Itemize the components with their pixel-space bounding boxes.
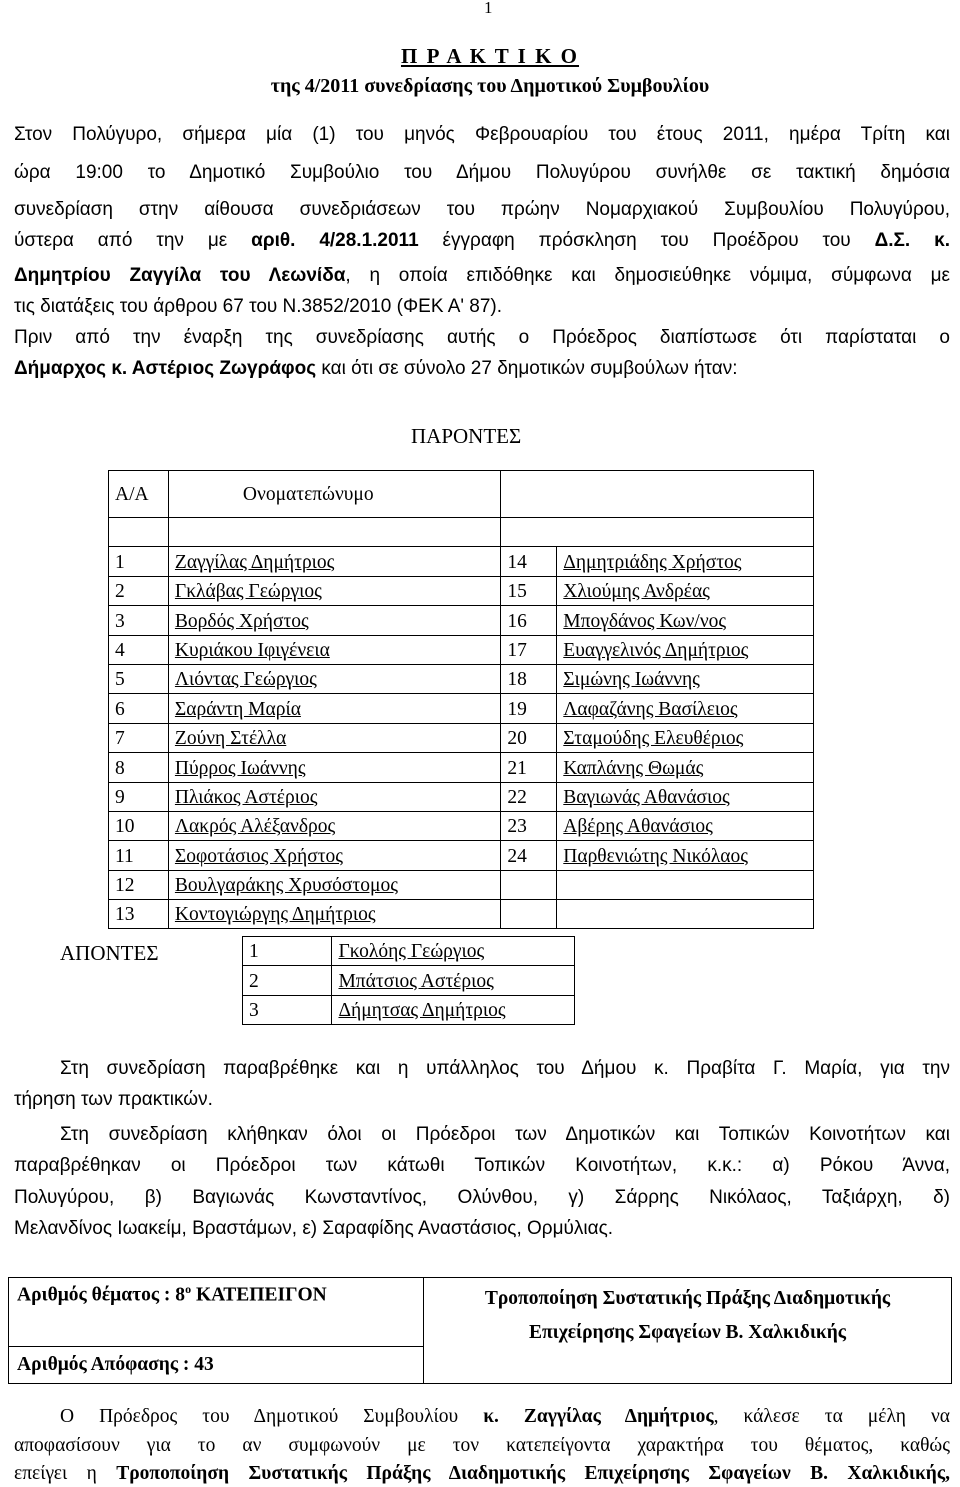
- member-name: Κοντογιώργης Δημήτριος: [168, 900, 500, 929]
- member-name: Σαράντη Μαρία: [168, 694, 500, 723]
- member-number: 22: [501, 782, 557, 811]
- member-name: Λιόντας Γεώργιος: [168, 664, 500, 693]
- subject-number-cell: [9, 1278, 424, 1347]
- member-number: 21: [501, 753, 557, 782]
- intro-text: έγγραφη πρόσκληση του Προέδρου του: [418, 230, 875, 251]
- empty-cell: [557, 518, 814, 547]
- invitation-number: αριθ. 4/28.1.2011: [251, 230, 419, 251]
- member-number: 3: [109, 606, 169, 635]
- table-row: [109, 664, 814, 693]
- member-number: 11: [109, 841, 169, 870]
- member-name: Μπογδάνος Κων/νος: [557, 606, 814, 635]
- member-name: Παρθενιώτης Νικόλαος: [557, 841, 814, 870]
- present-header-row: [109, 471, 814, 518]
- member-number: 8: [109, 753, 169, 782]
- member-number: 19: [501, 694, 557, 723]
- table-row: [243, 937, 575, 966]
- member-name: Αβέρης Αθανάσιος: [557, 811, 814, 840]
- subject-title-line-1: Τροποποίηση Συστατικής Πράξης Διαδημοτικής: [484, 1288, 891, 1309]
- member-number: 20: [501, 723, 557, 752]
- table-row: [109, 841, 814, 870]
- member-name: [557, 870, 814, 899]
- staff-line-1: Στη συνεδρίαση παραβρέθηκε και η υπάλληλος του Δήμου κ. Πραβίτα Γ. Μαρία, για την: [60, 1058, 950, 1079]
- member-number: 13: [109, 900, 169, 929]
- subject-title-cell: [424, 1278, 952, 1384]
- table-row: [109, 900, 814, 929]
- closing-line-2: αποφασίσουν για το αν συμφωνούν με τον κατεπείγοντα χαρακτήρα του θέματος, καθώς: [14, 1435, 950, 1456]
- absent-name: Μπάτσιος Αστέριος: [332, 966, 575, 995]
- absent-heading: ΑΠΟΝΤΕΣ: [60, 941, 159, 965]
- table-row: [243, 966, 575, 995]
- member-number: 16: [501, 606, 557, 635]
- intro-line-3: συνεδρίαση στην αίθουσα συνεδριάσεων του πρώην Νομαρχιακού Συμβουλίου Πολυγύρου,: [14, 199, 950, 220]
- president-name: Δημητρίου Ζαγγίλα του Λεωνίδα: [14, 265, 346, 286]
- member-name: Βορδός Χρήστος: [168, 606, 500, 635]
- subject-number: Αριθμός θέματος : 8: [17, 1284, 186, 1306]
- closing-text: O Πρόεδρος του Δημοτικού Συμβουλίου: [60, 1406, 484, 1427]
- member-name: Καπλάνης Θωμάς: [557, 753, 814, 782]
- member-name: Πλιάκος Αστέριος: [168, 782, 500, 811]
- table-row: [109, 723, 814, 752]
- member-number: 17: [501, 635, 557, 664]
- intro-line-1: Στον Πολύγυρο, σήμερα μία (1) του μηνός Φεβρουαρίου του έτους 2011, ημέρα Τρίτη και: [14, 124, 950, 145]
- present-heading: ΠΑΡΟΝΤΕΣ: [411, 424, 522, 448]
- member-number: [501, 870, 557, 899]
- member-number: 7: [109, 723, 169, 752]
- table-row: [109, 870, 814, 899]
- staff-line-2: τήρηση των πρακτικών.: [14, 1089, 213, 1110]
- empty-cell: [557, 471, 814, 518]
- absent-number: 3: [243, 995, 332, 1024]
- absent-name: Δήμητσας Δημήτριος: [332, 995, 575, 1024]
- member-name: Κυριάκου Ιφιγένεια: [168, 635, 500, 664]
- member-name: Ζούνη Στέλλα: [168, 723, 500, 752]
- member-number: 23: [501, 811, 557, 840]
- intro-line-7: Πριν από την έναρξη της συνεδρίασης αυτής ο Πρόεδρος διαπίστωσε ότι παρίσταται ο: [14, 327, 950, 348]
- member-name: Βαγιωνάς Αθανάσιος: [557, 782, 814, 811]
- closing-line-1: [60, 1406, 950, 1428]
- empty-cell: [168, 518, 500, 547]
- member-number: 6: [109, 694, 169, 723]
- present-table: [108, 470, 814, 929]
- member-number: 2: [109, 576, 169, 605]
- intro-line-4: [14, 230, 950, 252]
- member-number: 9: [109, 782, 169, 811]
- document-title: Π Ρ Α Κ Τ Ι Κ Ο: [400, 44, 580, 68]
- table-row: [109, 811, 814, 840]
- spacer-row: [109, 518, 814, 547]
- member-name: Χλιούμης Ανδρέας: [557, 576, 814, 605]
- intro-line-5: [14, 265, 950, 287]
- intro-line-6: τις διατάξεις του άρθρου 67 του Ν.3852/2010 (ΦΕΚ Α' 87).: [14, 296, 503, 317]
- absent-number: 1: [243, 937, 332, 966]
- closing-text: , κάλεσε τα μέλη να: [713, 1406, 950, 1427]
- table-row: [109, 753, 814, 782]
- table-row: [243, 995, 575, 1024]
- intro-text: ύστερα από την με: [14, 230, 252, 251]
- closing-president: κ. Ζαγγίλας Δημήτριος: [483, 1406, 714, 1427]
- member-number: 14: [501, 547, 557, 576]
- member-name: Δημητριάδης Χρήστος: [557, 547, 814, 576]
- member-number: 10: [109, 811, 169, 840]
- member-number: 5: [109, 664, 169, 693]
- decision-number: Αριθμός Απόφασης : 43: [9, 1347, 424, 1384]
- member-number: 24: [501, 841, 557, 870]
- member-name: Σιμώνης Ιωάννης: [557, 664, 814, 693]
- mayor-name: Δήμαρχος κ. Αστέριος Ζωγράφος: [14, 358, 317, 379]
- closing-text: επείγει η: [14, 1463, 117, 1484]
- member-number: 12: [109, 870, 169, 899]
- col-header-aa: Α/Α: [109, 471, 169, 518]
- urgent-label: ΚΑΤΕΠΕΙΓΟΝ: [191, 1284, 327, 1306]
- member-name: Γκλάβας Γεώργιος: [168, 576, 500, 605]
- staff-line-4: παραβρέθηκαν οι Πρόεδροι των κάτωθι Τοπικών Κοινοτήτων, κ.κ.: α) Ρόκου Άννα,: [14, 1155, 950, 1176]
- member-number: [501, 900, 557, 929]
- table-row: [109, 576, 814, 605]
- absent-table: [242, 936, 575, 1025]
- absent-number: 2: [243, 966, 332, 995]
- member-name: Σταμούδης Ελευθέριος: [557, 723, 814, 752]
- table-row: [109, 547, 814, 576]
- closing-line-3: [14, 1463, 950, 1485]
- staff-line-5: Πολυγύρου, β) Βαγιωνάς Κωνσταντίνος, Ολύνθου, γ) Σάρρης Νικόλαος, Ταξιάρχη, δ): [14, 1187, 950, 1208]
- closing-subject: Τροποποίηση Συστατικής Πράξης Διαδημοτικής Επιχείρησης Σφαγείων Β. Χαλκιδικής,: [116, 1463, 950, 1484]
- staff-line-6: Μελανδίνος Ιωακείμ, Βραστάμων, ε) Σαραφίδης Αναστάσιος, Ορμύλιας.: [14, 1218, 614, 1239]
- member-name: Λακρός Αλέξανδρος: [168, 811, 500, 840]
- intro-text: και ότι σε σύνολο 27 δημοτικών συμβούλων ήταν:: [316, 358, 738, 379]
- subject-title-line-2: Επιχείρησης Σφαγείων Β. Χαλκιδικής: [528, 1322, 847, 1343]
- table-row: [109, 635, 814, 664]
- subject-box: [8, 1277, 952, 1384]
- member-name: Ευαγγελινός Δημήτριος: [557, 635, 814, 664]
- intro-text: , η οποία επιδόθηκε και δημοσιεύθηκε νόμιμα, σύμφωνα με: [345, 265, 950, 286]
- member-name: Σοφοτάσιος Χρήστος: [168, 841, 500, 870]
- table-row: [109, 694, 814, 723]
- empty-cell: [109, 518, 169, 547]
- empty-cell: [501, 471, 557, 518]
- member-number: 1: [109, 547, 169, 576]
- intro-line-8: [14, 358, 950, 380]
- page-number: 1: [484, 0, 493, 17]
- table-row: [109, 782, 814, 811]
- table-row: [109, 606, 814, 635]
- member-name: Πύρρος Ιωάννης: [168, 753, 500, 782]
- member-name: Λαφαζάνης Βασίλειος: [557, 694, 814, 723]
- absent-name: Γκολόης Γεώργιος: [332, 937, 575, 966]
- member-number: 18: [501, 664, 557, 693]
- document-subtitle: της 4/2011 συνεδρίασης του Δημοτικού Συμβουλίου: [270, 75, 710, 97]
- member-number: 4: [109, 635, 169, 664]
- member-name: Βουλγαράκης Χρυσόστομος: [168, 870, 500, 899]
- member-name: [557, 900, 814, 929]
- member-name: Ζαγγίλας Δημήτριος: [168, 547, 500, 576]
- subject-number-sup: ο: [185, 1282, 192, 1296]
- member-number: 15: [501, 576, 557, 605]
- intro-line-2: ώρα 19:00 το Δημοτικό Συμβούλιο του Δήμου Πολυγύρου συνήλθε σε τακτική δημόσια: [14, 162, 950, 183]
- council-abbrev: Δ.Σ. κ.: [874, 230, 950, 251]
- staff-line-3: Στη συνεδρίαση κλήθηκαν όλοι οι Πρόεδροι των Δημοτικών και Τοπικών Κοινοτήτων και: [60, 1124, 950, 1145]
- empty-cell: [501, 518, 557, 547]
- col-header-name: Ονοματεπώνυμο: [168, 471, 500, 518]
